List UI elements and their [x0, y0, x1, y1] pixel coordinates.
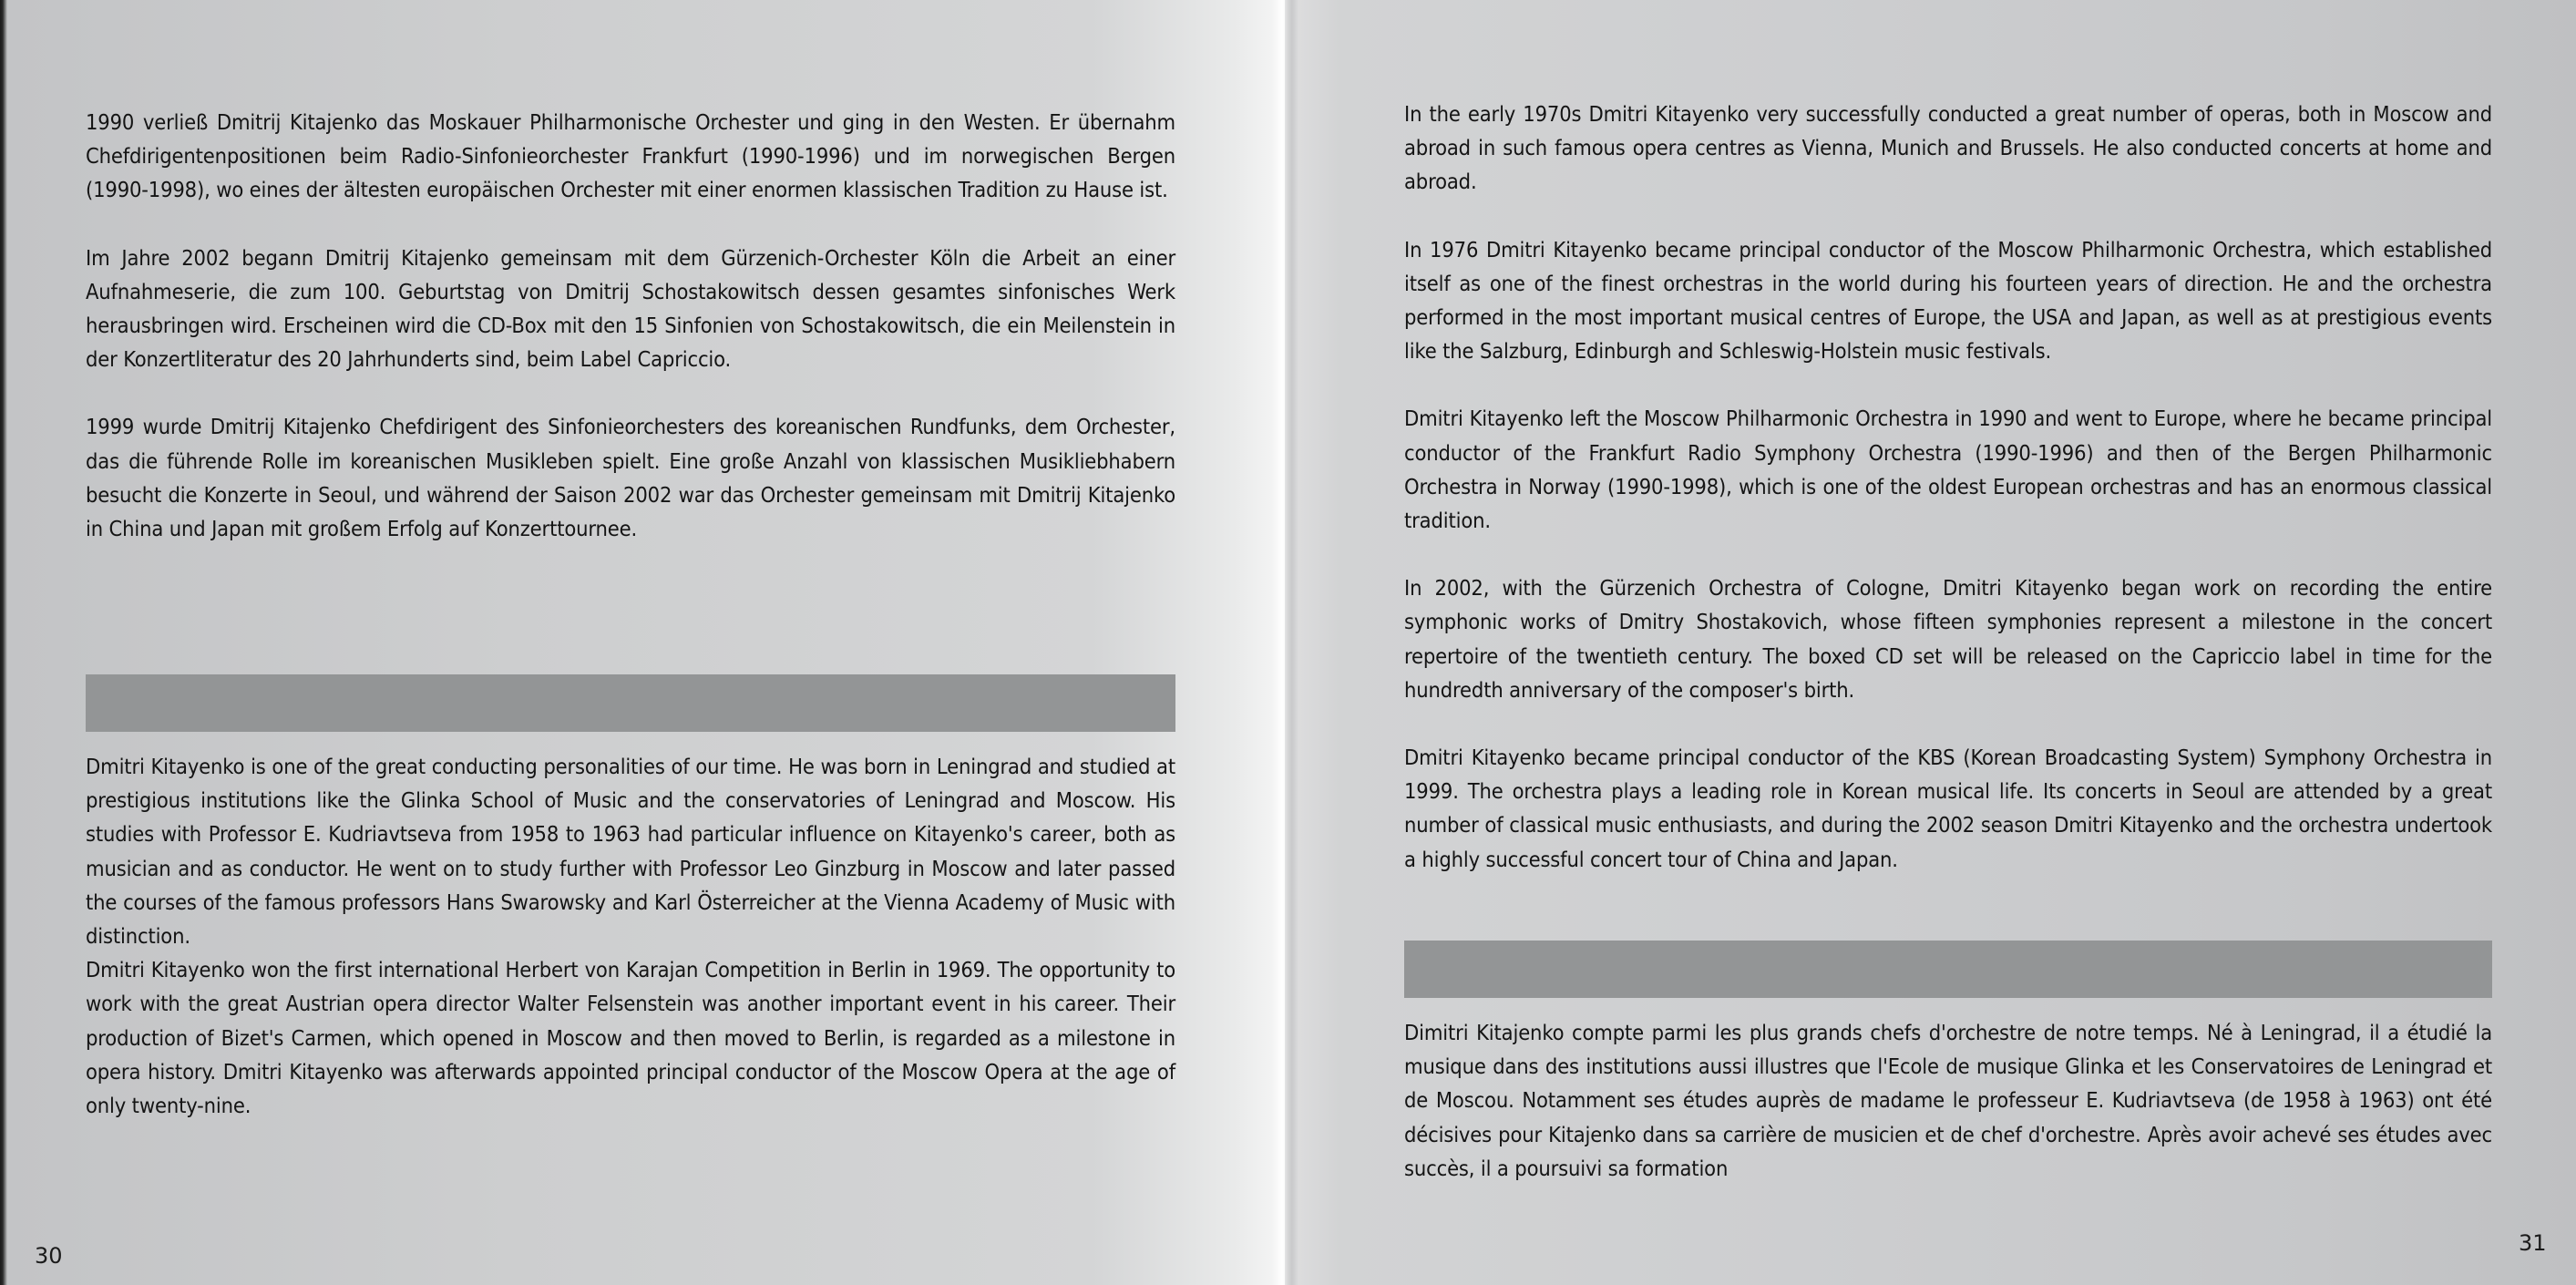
english-text-block	[1404, 98, 2492, 877]
paragraph: 1990 verließ Dmitrij Kitajenko das Moskauer Philharmonische Orchester und ging in den Westen. Er übernahm Chefdirigentenpositionen beim Radio-Sinfonieorchester Frankfurt (1990-1996) und im norwegischen Bergen (1990-1998), wo eines der ältesten europäischen Orchester mit einer enormen klassischen Tradition zu Hause ist.	[86, 109, 1175, 203]
page-number: 31	[2519, 1230, 2547, 1256]
book-gutter	[1272, 0, 1292, 1285]
right-page	[1285, 0, 2576, 1285]
german-text-block	[86, 106, 1175, 546]
paragraph: In 1976 Dmitri Kitayenko became principal conductor of the Moscow Philharmonic Orchestra, which established itself as one of the finest orchestras in the world during his fourteen years of direction. He and the orchestra performed in the most important musical centres of Europe, the USA and Japan, as well as at prestigious events like the Salzburg, Edinburgh and Schleswig-Holstein music festivals.	[1404, 236, 2492, 365]
paragraph: In 2002, with the Gürzenich Orchestra of Cologne, Dmitri Kitayenko began work on recording the entire symphonic works of Dmitry Shostakovich, whose fifteen symphonies represent a milestone in the concert repertoire of the twentieth century. The boxed CD set will be released on the Capriccio label in time for the hundredth anniversary of the composer's birth.	[1404, 575, 2492, 703]
paragraph: Dmitri Kitayenko won the first international Herbert von Karajan Competition in Berlin in 1969. The opportunity to work with the great Austrian opera director Walter Felsenstein was another important event in his career. Their production of Bizet's Carmen, which opened in Moscow and then moved to Berlin, is regarded as a milestone in opera history. Dmitri Kitayenko was afterwards appointed principal conductor of the Moscow Opera at the age of only twenty-nine.	[86, 957, 1175, 1119]
paragraph: 1999 wurde Dmitrij Kitajenko Chefdirigent des Sinfonieorchesters des koreanischen Rundfunks, dem Orchester, das die führende Rolle im koreanischen Musikleben spielt. Eine große Anzahl von klassischen Musikliebhabern besucht die Konzerte in Seoul, und während der Saison 2002 war das Orchester gemeinsam mit Dmitrij Kitajenko in China und Japan mit großem Erfolg auf Konzerttournee.	[86, 414, 1175, 542]
left-page	[0, 0, 1285, 1285]
paragraph: Dmitri Kitayenko became principal conductor of the KBS (Korean Broadcasting System) Symphony Orchestra in 1999. The orchestra plays a leading role in Korean musical life. Its concerts in Seoul are attended by a great number of classical music enthusiasts, and during the 2002 season Dmitri Kitayenko and the orchestra undertook a highly successful concert tour of China and Japan.	[1404, 745, 2492, 872]
section-divider-bar	[86, 674, 1175, 732]
page-number: 30	[35, 1243, 63, 1269]
paragraph: In the early 1970s Dmitri Kitayenko very successfully conducted a great number of operas, both in Moscow and abroad in such famous opera centres as Vienna, Munich and Brussels. He also conducted concerts at home and abroad.	[1404, 101, 2492, 195]
paragraph: Im Jahre 2002 begann Dmitrij Kitajenko gemeinsam mit dem Gürzenich-Orchester Köln die Arbeit an einer Aufnahmeserie, die zum 100. Geburtstag von Dmitrij Schostakowitsch dessen gesamtes sinfonisches Werk herausbringen wird. Erscheinen wird die CD-Box mit den 15 Sinfonien von Schostakowitsch, die ein Meilenstein in der Konzertliteratur des 20 Jahrhunderts sind, beim Label Capriccio.	[86, 244, 1175, 373]
french-text-block	[1404, 1016, 2492, 1186]
paragraph: Dimitri Kitajenko compte parmi les plus grands chefs d'orchestre de notre temps. Né à Leningrad, il a étudié la musique dans des institutions aussi illustres que l'Ecole de musique Glinka et les Conservatoires de Leningrad et de Moscou. Notamment ses études auprès de madame le professeur E. Kudriavtseva (de 1958 à 1963) ont été décisives pour Kitajenko dans sa carrière de musicien et de chef d'orchestre. Après avoir achevé ses études avec succès, il a poursuivi sa formation	[1404, 1020, 2492, 1181]
paragraph: Dmitri Kitayenko left the Moscow Philharmonic Orchestra in 1990 and went to Europe, where he became principal conductor of the Frankfurt Radio Symphony Orchestra (1990-1996) and then of the Bergen Philharmonic Orchestra in Norway (1990-1998), which is one of the oldest European orchestras and has an enormous classical tradition.	[1404, 406, 2492, 534]
english-text-block	[86, 750, 1175, 1123]
section-divider-bar	[1404, 941, 2492, 998]
paragraph: Dmitri Kitayenko is one of the great conducting personalities of our time. He was born in Leningrad and studied at prestigious institutions like the Glinka School of Music and the conservatories of Leningrad and Moscow. His studies with Professor E. Kudriavtseva from 1958 to 1963 had particular influence on Kitayenko's career, both as musician and as conductor. He went on to study further with Professor Leo Ginzburg in Moscow and later passed the courses of the famous professors Hans Swarowsky and Karl Österreicher at the Vienna Academy of Music with distinction.	[86, 754, 1175, 950]
